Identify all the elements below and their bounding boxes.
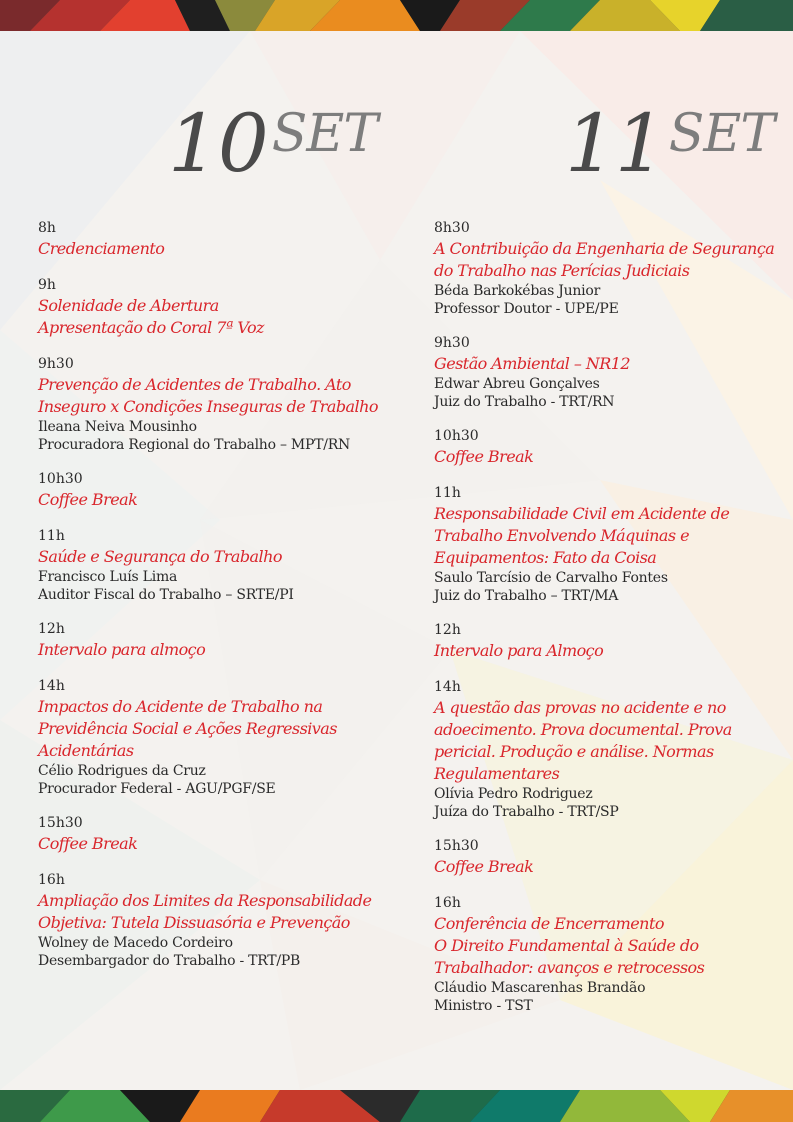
schedule-item [434,427,793,468]
speaker-name: Saulo Tarcísio de Carvalho Fontes [434,570,668,586]
session-time: 8h [38,220,56,236]
session-title-line: Ampliação dos Limites da Responsabilidade [38,891,372,910]
session-time: 9h [38,277,56,293]
session-title-line: O Direito Fundamental à Saúde do [434,936,699,955]
schedule-item [434,334,793,411]
day1-month: SET [271,104,378,164]
schedule-item [38,527,398,604]
schedule-item [38,219,398,260]
session-time: 10h30 [38,471,83,487]
session-title-line: pericial. Produção e análise. Normas [434,742,714,761]
session-title-line: Equipamentos: Fato da Coisa [434,548,657,567]
session-title [38,890,398,934]
session-title-line: Responsabilidade Civil em Acidente de [434,504,730,523]
session-title [38,639,398,661]
schedule-item [434,219,793,318]
bottom-decorative-band [0,1090,793,1122]
session-title [38,295,398,339]
session-time: 8h30 [434,220,470,236]
day1-date-heading [168,97,378,190]
speaker-role: Procurador Federal - AGU/PGF/SE [38,781,276,797]
session-title-line: Trabalhador: avanços e retrocessos [434,958,705,977]
schedule-item [434,621,793,662]
session-title-line: Coffee Break [38,834,138,853]
schedule-item [434,484,793,605]
session-title [434,238,793,282]
session-title-line: Inseguro x Condições Inseguras de Trabalho [38,397,378,416]
speaker-role: Juiz do Trabalho - TRT/RN [434,394,615,410]
top-decorative-band [0,0,793,31]
session-title-line: Prevenção de Acidentes de Trabalho. Ato [38,375,351,394]
session-title-line: Trabalho Envolvendo Máquinas e [434,526,690,545]
session-title-line: Coffee Break [38,490,138,509]
session-title-line: Previdência Social e Ações Regressivas [38,719,337,738]
session-time: 11h [38,528,65,544]
session-title [434,503,793,569]
session-title [38,696,398,762]
session-title-line: Regulamentares [434,764,560,783]
speaker-name: Célio Rodrigues da Cruz [38,763,206,779]
session-time: 12h [38,621,65,637]
session-title [434,446,793,468]
speaker-name: Wolney de Macedo Cordeiro [38,935,233,951]
session-title-line: adoecimento. Prova documental. Prova [434,720,732,739]
schedule-item [434,894,793,1015]
session-title-line: A questão das provas no acidente e no [434,698,726,717]
speaker-name: Francisco Luís Lima [38,569,178,585]
schedule-item [434,837,793,878]
session-time: 9h30 [434,335,470,351]
schedule-item [38,871,398,970]
session-title [434,856,793,878]
session-title [38,374,398,418]
session-title-line: Impactos do Acidente de Trabalho na [38,697,323,716]
speaker-role: Ministro - TST [434,998,533,1014]
session-title [38,546,398,568]
session-title [38,489,398,511]
session-title-line: Apresentação do Coral 7ª Voz [38,318,264,337]
speaker-role: Juiz do Trabalho – TRT/MA [434,588,619,604]
speaker-role: Juíza do Trabalho - TRT/SP [434,804,619,820]
session-time: 16h [434,895,461,911]
speaker-name: Edwar Abreu Gonçalves [434,376,600,392]
session-time: 10h30 [434,428,479,444]
session-title-line: Intervalo para Almoço [434,641,604,660]
session-time: 9h30 [38,356,74,372]
session-time: 11h [434,485,461,501]
session-title-line: A Contribuição da Engenharia de Segurança [434,239,775,258]
day2-day-number: 11 [565,97,665,190]
schedule-item [38,355,398,454]
day2-schedule [434,219,793,1031]
session-time: 15h30 [434,838,479,854]
session-title-line: Saúde e Segurança do Trabalho [38,547,282,566]
session-time: 15h30 [38,815,83,831]
session-title-line: Objetiva: Tutela Dissuasória e Prevenção [38,913,350,932]
schedule-item [38,814,398,855]
speaker-role: Auditor Fiscal do Trabalho – SRTE/PI [38,587,294,603]
speaker-role: Professor Doutor - UPE/PE [434,301,619,317]
day1-schedule [38,219,398,986]
session-time: 14h [38,678,65,694]
session-title-line: Acidentárias [38,741,134,760]
speaker-role: Desembargador do Trabalho - TRT/PB [38,953,301,969]
schedule-item [38,470,398,511]
speaker-name: Béda Barkokébas Junior [434,283,601,299]
session-title [434,913,793,979]
session-title [434,640,793,662]
session-title-line: Solenidade de Abertura [38,296,219,315]
schedule-item [434,678,793,821]
session-title-line: Conferência de Encerramento [434,914,664,933]
session-title [38,238,398,260]
session-title [434,697,793,785]
session-title-line: Intervalo para almoço [38,640,206,659]
speaker-role: Procuradora Regional do Trabalho – MPT/RN [38,437,351,453]
session-title [38,833,398,855]
session-time: 16h [38,872,65,888]
schedule-item [38,620,398,661]
session-time: 12h [434,622,461,638]
schedule-item [38,276,398,339]
session-title-line: Coffee Break [434,857,534,876]
schedule-item [38,677,398,798]
speaker-name: Olívia Pedro Rodriguez [434,786,593,802]
speaker-name: Ileana Neiva Mousinho [38,419,197,435]
session-title [434,353,793,375]
session-title-line: do Trabalho nas Perícias Judiciais [434,261,690,280]
session-time: 14h [434,679,461,695]
day2-month: SET [668,104,775,164]
day1-day-number: 10 [168,97,268,190]
day2-date-heading [565,97,775,190]
session-title-line: Gestão Ambiental – NR12 [434,354,631,373]
speaker-name: Cláudio Mascarenhas Brandão [434,980,646,996]
session-title-line: Credenciamento [38,239,165,258]
session-title-line: Coffee Break [434,447,534,466]
